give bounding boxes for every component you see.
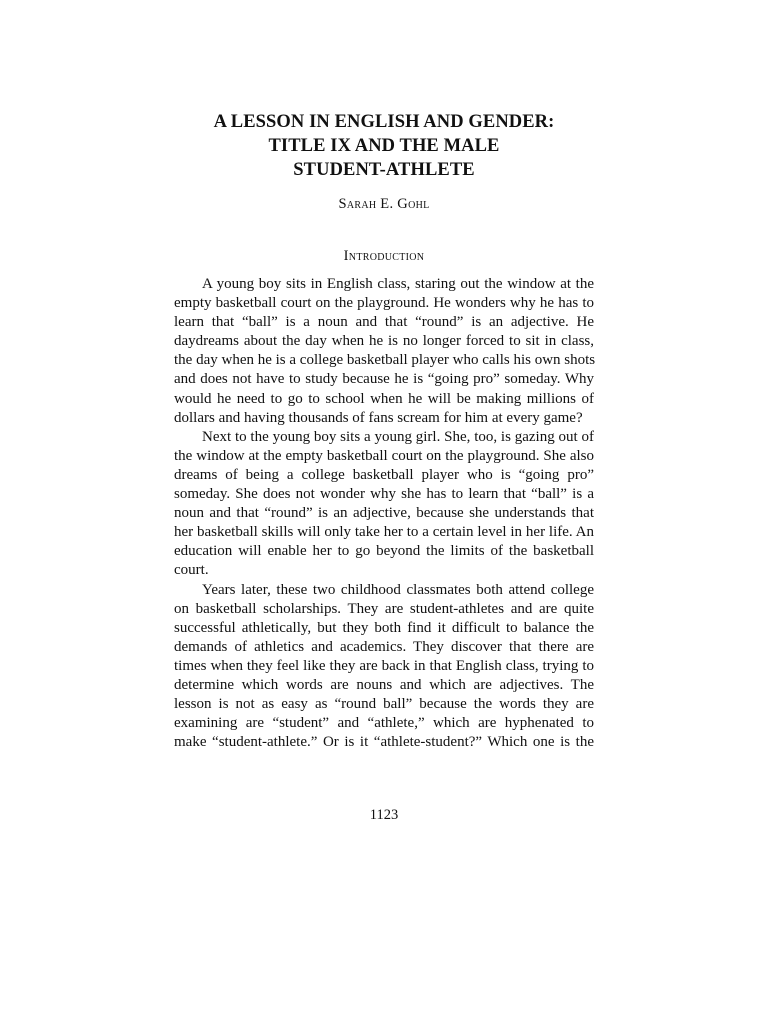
text-line: and does not have to study because he is “going pro” someday. Why — [174, 371, 594, 388]
text-line: demands of athletics and academics. They discover that there are — [174, 638, 594, 655]
text-line: make “student-athlete.” Or is it “athlete-student?” Which one is the — [174, 734, 594, 751]
paragraph — [174, 428, 594, 581]
text-line: examining are “student” and “athlete,” which are hyphenated to — [174, 715, 594, 732]
text-line: someday. She does not wonder why she has to learn that “ball” is a — [174, 486, 594, 503]
text-line: noun and that “round” is an adjective, because she understands that — [174, 505, 594, 522]
text-line: on basketball scholarships. They are student-athletes and are quite — [174, 600, 594, 617]
text-line: dollars and having thousands of fans scream for him at every game? — [174, 409, 583, 426]
text-line: would he need to go to school when he will be making millions of — [174, 390, 594, 407]
text-line: empty basketball court on the playground. He wonders why he has to — [174, 295, 594, 312]
title-line: STUDENT-ATHLETE — [293, 160, 475, 180]
author-name: Sarah E. Gohl — [338, 196, 430, 212]
paragraph — [174, 275, 594, 428]
text-line: determine which words are nouns and which are adjectives. The — [174, 676, 594, 693]
text-line: daydreams about the day when he is no longer forced to sit in class, — [174, 333, 594, 350]
text-line: education will enable her to go beyond the limits of the basketball — [174, 543, 594, 560]
text-line: successful athletically, but they both find it difficult to balance the — [174, 619, 594, 636]
text-line: A young boy sits in English class, staring out the window at the — [202, 276, 594, 292]
section-heading: Introduction — [343, 248, 425, 264]
article-title — [150, 110, 618, 182]
text-line: her basketball skills will only take her to a certain level in her life. An — [174, 524, 594, 541]
text-line: times when they feel like they are back in that English class, trying to — [174, 657, 594, 674]
text-line: court. — [174, 562, 209, 579]
title-line: TITLE IX AND THE MALE — [268, 136, 500, 156]
text-line: lesson is not as easy as “round ball” because the words they are — [174, 696, 594, 713]
body-text — [174, 275, 594, 752]
page-number: 1123 — [369, 807, 399, 823]
text-line: Years later, these two childhood classmates both attend college — [202, 581, 594, 598]
text-line: dreams of being a college basketball player who is “going pro” — [174, 466, 594, 483]
text-line: the window at the empty basketball court on the playground. She also — [174, 447, 594, 464]
paragraph — [174, 581, 594, 753]
text-line: the day when he is a college basketball player who calls his own shots — [174, 352, 596, 369]
text-line: Next to the young boy sits a young girl. She, too, is gazing out of — [202, 428, 594, 445]
title-line: A LESSON IN ENGLISH AND GENDER: — [213, 112, 555, 132]
text-line: learn that “ball” is a noun and that “round” is an adjective. He — [174, 314, 594, 331]
